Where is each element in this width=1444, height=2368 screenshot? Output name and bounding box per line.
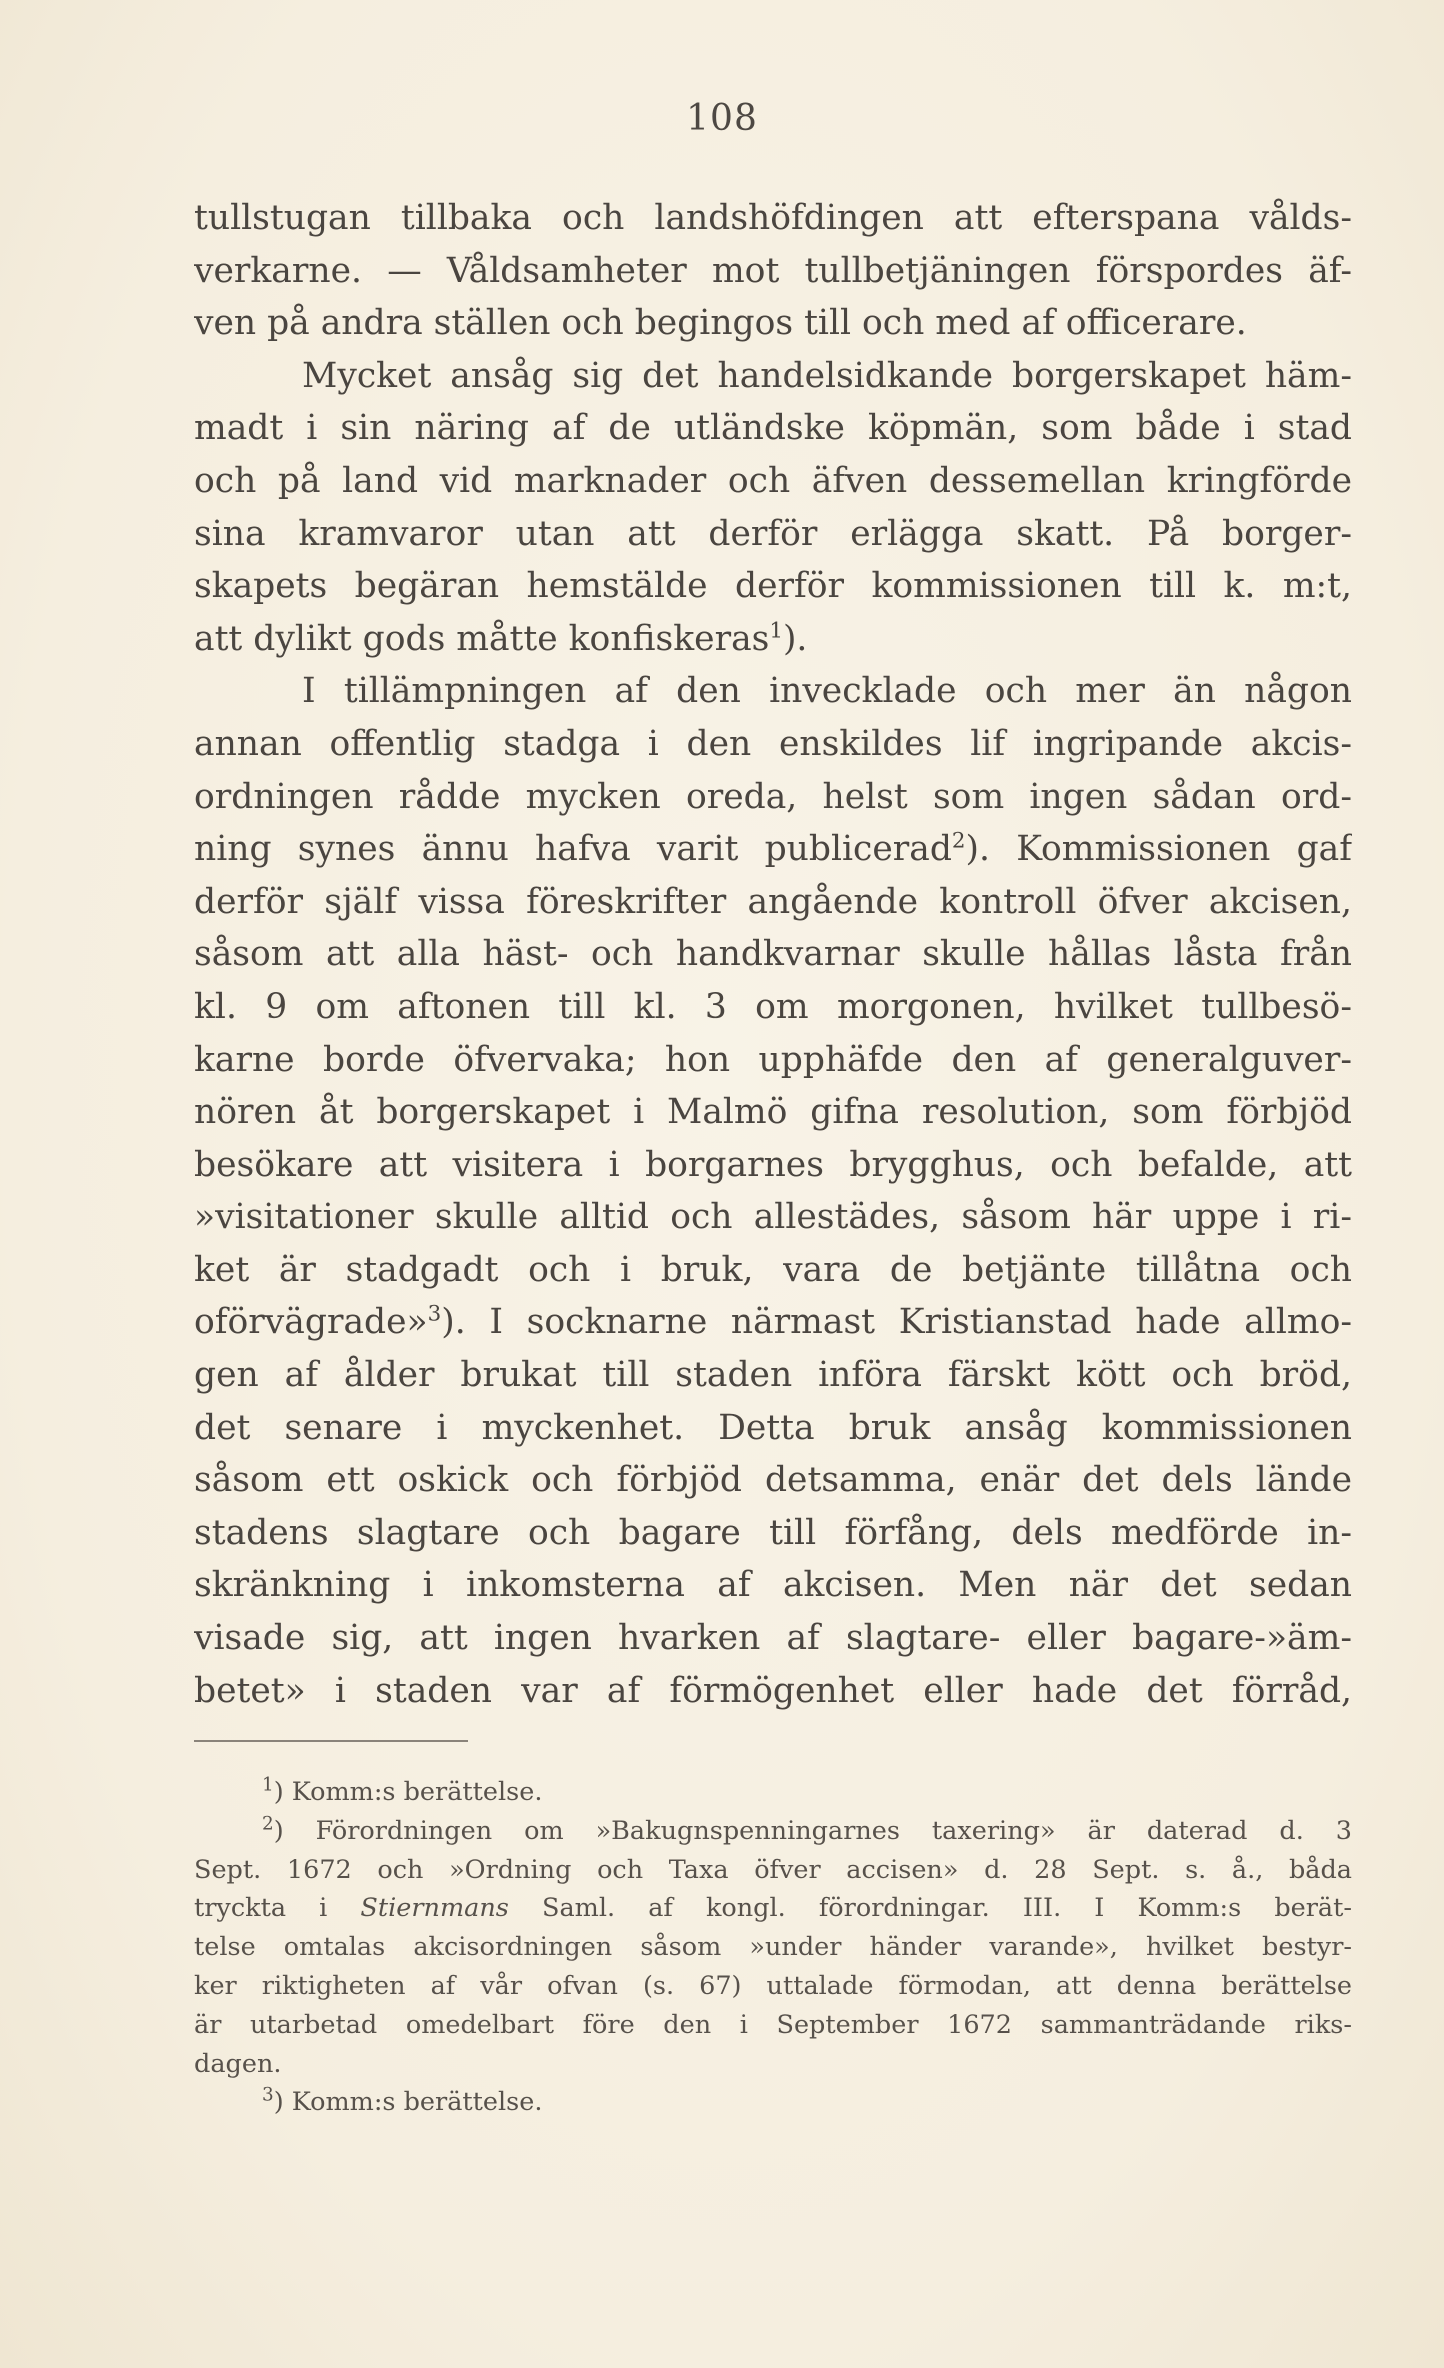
footnote-line: ker riktigheten af vår ofvan (s. 67) uttalade förmodan, att denna berättelse	[194, 1970, 1352, 2001]
line-text: ning synes ännu hafva varit publicerad	[194, 829, 952, 870]
text-line: annan offentlig stadga i den enskildes lif ingripande akcis-	[194, 723, 1352, 764]
line-text: att dylikt gods måtte konfiskeras	[194, 618, 770, 659]
footnote-line: är utarbetad omedelbart före den i September 1672 sammanträdande riks-	[194, 2009, 1352, 2040]
footnote-2	[194, 1812, 1352, 1851]
text-line: derför själf vissa föreskrifter angående kontroll öfver akcisen,	[194, 881, 1352, 922]
body-text	[194, 192, 1352, 1717]
footnote-3	[194, 2083, 1352, 2122]
footnote-marker: 1	[262, 1774, 274, 1796]
text-line	[194, 1296, 1352, 1349]
author-name: Stiernmans	[360, 1893, 509, 1924]
line-text: ). I socknarne närmast Kristianstad hade allmo-	[441, 1302, 1352, 1343]
text-line: tullstugan tillbaka och landshöfdingen att efterspana vålds-	[194, 198, 1352, 238]
footnote-line: Sept. 1672 och »Ordning och Taxa öfver accisen» d. 28 Sept. s. å., båda	[194, 1854, 1352, 1885]
text-line: Mycket ansåg sig det handelsidkande borgerskapet häm-	[302, 355, 1352, 396]
text-line: visade sig, att ingen hvarken af slagtare- eller bagare-»äm-	[194, 1618, 1352, 1659]
text-line: besökare att visitera i borgarnes brygghus, och befalde, att	[194, 1144, 1352, 1185]
text-line: stadens slagtare och bagare till förfång, dels medförde in-	[194, 1512, 1352, 1553]
text-line: skapets begäran hemstälde derför kommissionen till k. m:t,	[194, 566, 1352, 607]
line-text: oförvägrade»	[194, 1302, 428, 1343]
footnote-text: ) Förordningen om »Bakugnspenningarnes taxering» är daterad d. 3	[273, 1815, 1352, 1846]
text-line: ordningen rådde mycken oreda, helst som ingen sådan ord-	[194, 776, 1352, 817]
text-line: ven på andra ställen och begingos till och med af officerare.	[194, 303, 1247, 344]
text-line: såsom att alla häst- och handkvarnar skulle hållas låsta från	[194, 934, 1352, 975]
text-line	[194, 823, 1352, 876]
footnote-ref: 3	[427, 1301, 442, 1327]
footnote-line: dagen.	[194, 2048, 282, 2079]
text-line: och på land vid marknader och äfven dessemellan kringförde	[194, 460, 1352, 501]
footnote-line	[194, 1889, 1352, 1928]
text-line: »visitationer skulle alltid och allestädes, såsom här uppe i ri-	[194, 1197, 1352, 1238]
text-line: verkarne. — Våldsamheter mot tullbetjäningen förspordes äf-	[194, 250, 1352, 291]
footnote-marker: 3	[262, 2084, 274, 2106]
line-text: ).	[782, 618, 808, 659]
text-line: såsom ett oskick och förbjöd detsamma, enär det dels lände	[194, 1460, 1352, 1501]
text-line: det senare i myckenhet. Detta bruk ansåg kommissionen	[194, 1407, 1352, 1448]
footnote-divider	[194, 1740, 468, 1742]
footnote-line: telse omtalas akcisordningen såsom »under händer varande», hvilket bestyr-	[194, 1932, 1352, 1963]
footnote-ref: 2	[951, 828, 966, 854]
text-line	[194, 613, 1352, 666]
text-line: gen af ålder brukat till staden införa färskt kött och bröd,	[194, 1355, 1352, 1396]
line-text: ). Kommissionen gaf	[965, 829, 1352, 870]
text-line: ket är stadgadt och i bruk, vara de betjänte tillåtna och	[194, 1249, 1352, 1290]
footnote-text: tryckta i	[194, 1893, 361, 1924]
text-line: skränkning i inkomsterna af akcisen. Men när det sedan	[194, 1565, 1352, 1606]
footnote-text: ) Komm:s berättelse.	[273, 2087, 543, 2118]
footnote-1	[194, 1773, 1352, 1812]
text-line: karne borde öfvervaka; hon upphäfde den af generalguver-	[194, 1039, 1352, 1080]
footnote-text: ) Komm:s berättelse.	[273, 1777, 543, 1807]
page-number: 108	[686, 98, 758, 139]
text-line: nören åt borgerskapet i Malmö gifna resolution, som förbjöd	[194, 1092, 1352, 1133]
footnote-ref: 1	[769, 618, 783, 644]
text-line: betet» i staden var af förmögenhet eller hade det förråd,	[194, 1670, 1352, 1711]
footnotes	[194, 1773, 1352, 2122]
footnote-text: Saml. af kongl. förordningar. III. I Komm:s berät-	[508, 1893, 1352, 1924]
text-line: sina kramvaror utan att derför erlägga skatt. På borger-	[194, 513, 1352, 554]
text-line: I tillämpningen af den invecklade och mer än någon	[302, 671, 1352, 712]
text-line: madt i sin näring af de utländske köpmän, som både i stad	[194, 408, 1352, 449]
footnote-marker: 2	[262, 1813, 274, 1835]
text-line: kl. 9 om aftonen till kl. 3 om morgonen, hvilket tullbesö-	[194, 986, 1352, 1027]
